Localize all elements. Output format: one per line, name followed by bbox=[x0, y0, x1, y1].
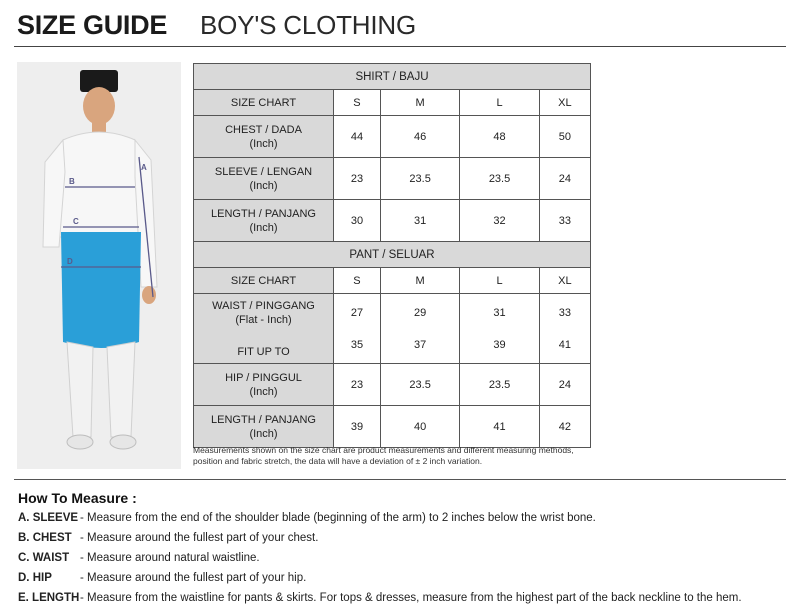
page-header bbox=[17, 10, 416, 42]
sleeve-s: 23 bbox=[334, 158, 381, 200]
measure-desc: - Measure from the end of the shoulder blade (beginning of the arm) to 2 inches below the wrist bone. bbox=[80, 512, 596, 524]
hip-l: 23.5 bbox=[460, 364, 539, 406]
category-title: BOY'S CLOTHING bbox=[200, 10, 417, 40]
size-guide-title: SIZE GUIDE bbox=[17, 10, 168, 40]
face-icon bbox=[83, 87, 115, 125]
shirt-length-m: 31 bbox=[380, 200, 459, 242]
measure-desc: - Measure around natural waistline. bbox=[80, 552, 260, 564]
section-divider bbox=[14, 479, 786, 480]
table-row bbox=[194, 116, 591, 158]
shirt-size-l: L bbox=[460, 90, 539, 116]
measure-key: A. SLEEVE bbox=[18, 512, 79, 524]
shirt-size-chart-label: SIZE CHART bbox=[194, 90, 334, 116]
chest-label: CHEST / DADA (Inch) bbox=[194, 116, 334, 158]
sleeve-xl: 24 bbox=[539, 158, 590, 200]
pant-length-m: 40 bbox=[380, 406, 459, 448]
marker-c: C bbox=[73, 217, 79, 226]
header-divider bbox=[14, 46, 786, 47]
measure-key: E. LENGTH bbox=[18, 592, 80, 604]
hip-m: 23.5 bbox=[380, 364, 459, 406]
chest-xl: 50 bbox=[539, 116, 590, 158]
list-item bbox=[18, 552, 788, 572]
hip-label: HIP / PINGGUL (Inch) bbox=[194, 364, 334, 406]
pant-section-title: PANT / SELUAR bbox=[194, 242, 591, 268]
list-item bbox=[18, 512, 788, 532]
measure-desc: - Measure around the fullest part of your chest. bbox=[80, 532, 319, 544]
shirt-size-xl: XL bbox=[539, 90, 590, 116]
chest-l: 48 bbox=[460, 116, 539, 158]
table-row bbox=[194, 200, 591, 242]
marker-a: A bbox=[141, 163, 147, 172]
shirt-size-s: S bbox=[334, 90, 381, 116]
shirt-length-s: 30 bbox=[334, 200, 381, 242]
list-item bbox=[18, 592, 788, 612]
table-row bbox=[194, 364, 591, 406]
chest-m: 46 bbox=[380, 116, 459, 158]
sampin-shape bbox=[61, 232, 141, 348]
pant-length-label: LENGTH / PANJANG (Inch) bbox=[194, 406, 334, 448]
waist-l: 31 39 bbox=[460, 294, 539, 364]
size-chart-table bbox=[193, 63, 591, 448]
how-to-measure-title: How To Measure : bbox=[18, 490, 137, 506]
sleeve-label: SLEEVE / LENGAN (Inch) bbox=[194, 158, 334, 200]
shirt-length-label: LENGTH / PANJANG (Inch) bbox=[194, 200, 334, 242]
list-item bbox=[18, 532, 788, 552]
marker-d: D bbox=[67, 257, 73, 266]
pant-length-l: 41 bbox=[460, 406, 539, 448]
pant-length-s: 39 bbox=[334, 406, 381, 448]
measurement-note: Measurements shown on the size chart are product measurements and different measuring methods, position and fabric stretch, the data will have a deviation of ± 2 inch variation. bbox=[193, 445, 574, 466]
model-photo bbox=[17, 62, 181, 469]
table-row bbox=[194, 406, 591, 448]
waist-m: 29 37 bbox=[380, 294, 459, 364]
pant-size-s: S bbox=[334, 268, 381, 294]
shirt-size-m: M bbox=[380, 90, 459, 116]
hip-xl: 24 bbox=[539, 364, 590, 406]
measure-instructions bbox=[18, 512, 788, 612]
marker-b: B bbox=[69, 177, 75, 186]
measure-desc: - Measure from the waistline for pants & skirts. For tops & dresses, measure from the highest part of the back neckline to the hem. bbox=[80, 592, 742, 604]
sleeve-l: 23.5 bbox=[460, 158, 539, 200]
table-row bbox=[194, 158, 591, 200]
pant-size-chart-label: SIZE CHART bbox=[194, 268, 334, 294]
shirt-section-title: SHIRT / BAJU bbox=[194, 64, 591, 90]
shirt-length-l: 32 bbox=[460, 200, 539, 242]
pant-length-xl: 42 bbox=[539, 406, 590, 448]
measure-key: D. HIP bbox=[18, 572, 52, 584]
pant-size-l: L bbox=[460, 268, 539, 294]
sleeve-m: 23.5 bbox=[380, 158, 459, 200]
measure-desc: - Measure around the fullest part of your hip. bbox=[80, 572, 307, 584]
pant-size-xl: XL bbox=[539, 268, 590, 294]
waist-xl: 33 41 bbox=[539, 294, 590, 364]
list-item bbox=[18, 572, 788, 592]
waist-s: 27 35 bbox=[334, 294, 381, 364]
table-row bbox=[194, 294, 591, 364]
pant-size-m: M bbox=[380, 268, 459, 294]
measure-key: C. WAIST bbox=[18, 552, 70, 564]
shirt-length-xl: 33 bbox=[539, 200, 590, 242]
measure-key: B. CHEST bbox=[18, 532, 72, 544]
model-illustration bbox=[17, 62, 181, 469]
hip-s: 23 bbox=[334, 364, 381, 406]
waist-label: WAIST / PINGGANG (Flat - Inch) FIT UP TO bbox=[194, 294, 334, 364]
chest-s: 44 bbox=[334, 116, 381, 158]
